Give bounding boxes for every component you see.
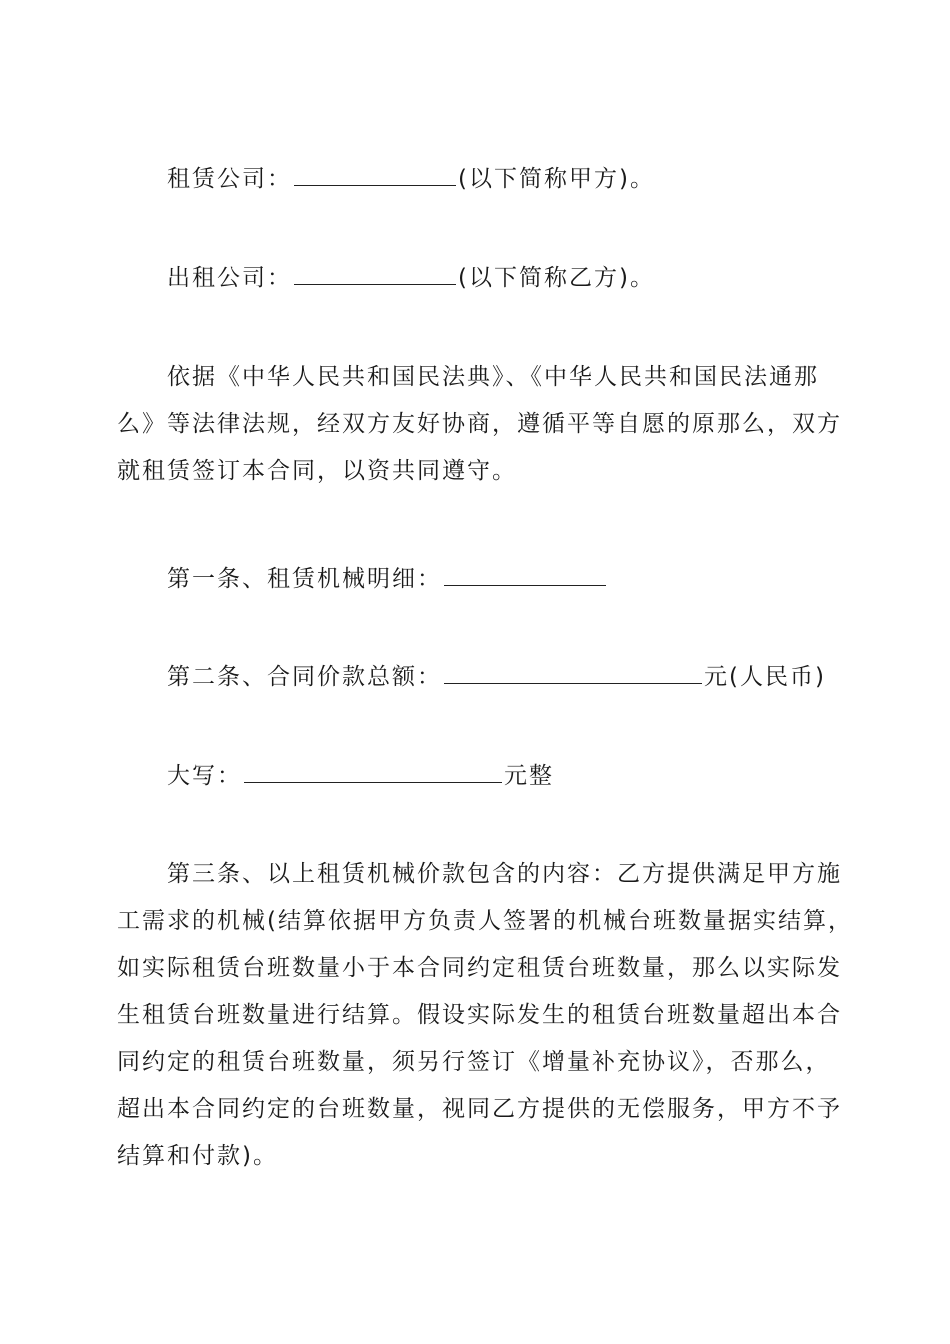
article3-line: 工需求的机械(结算依据甲方负责人签署的机械台班数量据实结算， — [117, 908, 853, 934]
basis-line: 依据《中华人民共和国民法典》、《中华人民共和国民法通那 — [167, 364, 819, 390]
article3-paragraph — [117, 859, 853, 1188]
article1-label: 第一条、租赁机械明细： — [167, 566, 442, 592]
lessor-line — [167, 262, 655, 293]
article3-line: 结算和付款)。 — [117, 1143, 278, 1169]
article1-line — [167, 563, 608, 594]
article3-line: 第三条、以上租赁机械价款包含的内容：乙方提供满足甲方施 — [167, 861, 842, 887]
article2-suffix: 元(人民币) — [704, 664, 826, 690]
article1-blank — [444, 563, 606, 586]
article2-blank — [444, 661, 702, 684]
article3-line: 超出本合同约定的台班数量，视同乙方提供的无偿服务，甲方不予 — [117, 1096, 842, 1122]
lessor-blank — [294, 262, 456, 285]
daxie-blank — [244, 760, 502, 783]
lessee-label: 租赁公司： — [167, 166, 292, 192]
article3-line: 生租赁台班数量进行结算。假设实际发生的租赁台班数量超出本合 — [117, 1002, 842, 1028]
lessor-suffix: (以下简称乙方)。 — [458, 265, 655, 291]
daxie-suffix: 元整 — [504, 763, 554, 789]
daxie-label: 大写： — [167, 763, 242, 789]
basis-line: 么》等法律法规，经双方友好协商，遵循平等自愿的原那么，双方 — [117, 411, 842, 437]
lessee-blank — [294, 163, 456, 186]
article2-label: 第二条、合同价款总额： — [167, 664, 442, 690]
lessor-label: 出租公司： — [167, 265, 292, 291]
basis-paragraph — [117, 362, 842, 503]
lessee-suffix: (以下简称甲方)。 — [458, 166, 655, 192]
lessee-line — [167, 163, 655, 194]
daxie-line — [167, 760, 554, 791]
article3-line: 如实际租赁台班数量小于本合同约定租赁台班数量，那么以实际发 — [117, 955, 842, 981]
basis-line: 就租赁签订本合同，以资共同遵守。 — [117, 458, 517, 484]
article2-line — [167, 661, 826, 692]
article3-line: 同约定的租赁台班数量，须另行签订《增量补充协议》，否那么， — [117, 1049, 831, 1075]
